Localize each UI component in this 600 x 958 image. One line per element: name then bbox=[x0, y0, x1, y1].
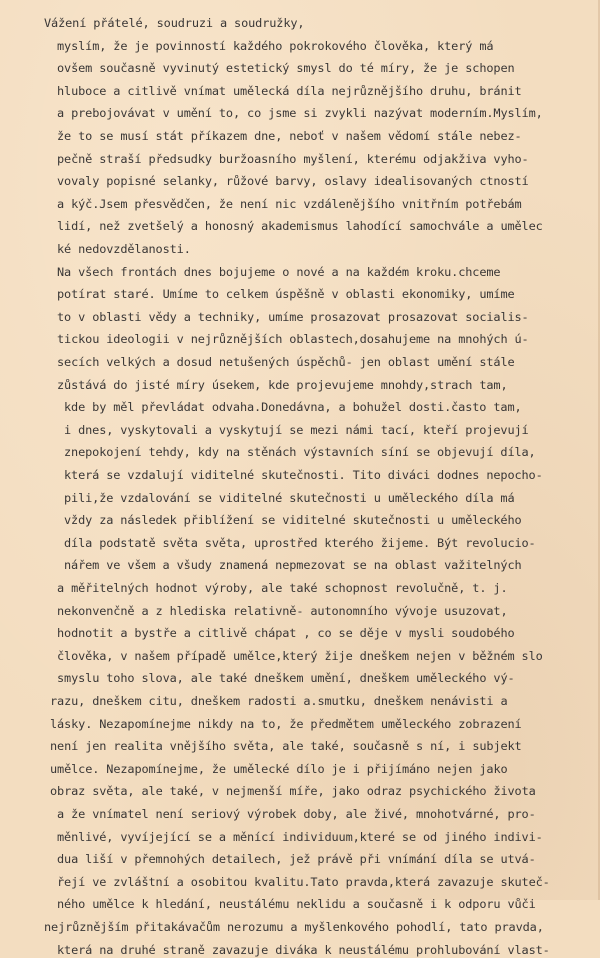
text-line: hluboce a citlivě vnímat umělecká díla nejrůznějšího druhu, bránit bbox=[57, 83, 522, 98]
text-line: myslím, že je povinností každého pokrokového člověka, který má bbox=[57, 38, 494, 53]
text-line: není jen realita vnějšího světa, ale také, současně s ní, i subjekt bbox=[50, 739, 522, 754]
text-line: ké nedovzdělanosti. bbox=[57, 242, 191, 256]
text-line: secích velkých a dosud netušených úspěchů- jen oblast umění stále bbox=[57, 355, 515, 369]
text-line: smyslu toho slova, ale také dneškem umění, dneškem uměleckého vý- bbox=[57, 671, 515, 686]
text-line: tickou ideologii v nejrůznějších oblastech,dosahujeme na mnohých ú- bbox=[57, 332, 529, 347]
text-line: pili,že vzdalování se viditelné skutečnosti u uměleckého díla má bbox=[64, 490, 515, 505]
text-line: která se vzdalují viditelné skutečnosti. Tito diváci dodnes nepocho- bbox=[64, 468, 543, 482]
text-line: řejí ve zvláštní a osobitou kvalitu.Tato pravda,která zavazuje skuteč- bbox=[57, 874, 550, 889]
text-line: ovšem současně vyvinutý estetický smysl do té míry, že je schopen bbox=[57, 61, 515, 76]
text-line: umělce. Nezapomínejme, že umělecké dílo je i přijímáno nejen jako bbox=[50, 761, 508, 776]
text-line: zůstává do jisté míry úsekem, kde projevujeme mnohdy,strach tam, bbox=[57, 377, 508, 392]
text-line: a prebojovávat v umění to, co jsme si zvykli nazývat moderním.Myslím, bbox=[57, 106, 543, 121]
text-line: hodnotit a bystře a citlivě chápat , co se děje v mysli soudobého bbox=[57, 626, 515, 641]
text-line: vovaly popisné selanky, růžové barvy, oslavy idealisovaných ctností bbox=[57, 174, 529, 189]
text-line: lidí, než zvetšelý a honosný akademismus lahodící samochvále a umělec bbox=[57, 219, 543, 234]
text-line: díla podstatě světa světa, uprostřed kterého žijeme. Být revolucio- bbox=[64, 535, 536, 550]
text-line: lásky. Nezapomínejme nikdy na to, že předmětem uměleckého zobrazení bbox=[50, 716, 522, 731]
text-line: pečně straší předsudky buržoasního myšlení, kterému odjakživa vyho- bbox=[57, 151, 529, 166]
text-line: která na druhé straně zavazuje diváka k neustálému prohlubování vlast- bbox=[57, 942, 550, 957]
text-line: měnlivé, vyvíjející se a měnící individuum,které se od jiného indivi- bbox=[57, 829, 543, 844]
text-line: Na všech frontách dnes bojujeme o nové a na každém kroku.chceme bbox=[57, 264, 501, 279]
text-line: nářem ve všem a všudy znamená nepmezovat se na oblast važitelných bbox=[64, 558, 522, 573]
text-line: a měřitelných hodnot výroby, ale také schopnost revolučně, t. j. bbox=[57, 581, 508, 595]
text-line: dua liší v přemnohých detailech, jež právě při vnímání díla se utvá- bbox=[57, 852, 536, 867]
text-line: a kýč.Jsem přesvědčen, že není nic vzdálenějšího vnitřním potřebám bbox=[57, 196, 522, 211]
text-line: nejrůznějším přitakávačům nerozumu a myšlenkového pohodlí, tato pravda, bbox=[44, 920, 544, 934]
text-line: člověka, v našem případě umělce,který žije dneškem nejen v běžném slo bbox=[57, 648, 543, 663]
text-line: kde by měl převládat odvaha.Donedávna, a bohužel dosti.často tam, bbox=[64, 400, 522, 415]
text-line: že to se musí stát příkazem dne, neboť v našem vědomí stále nebez- bbox=[57, 129, 522, 143]
text-line: vždy za následek přiblížení se viditelné skutečnosti u uměleckého bbox=[64, 513, 522, 528]
text-line: i dnes, vyskytovali a vyskytují se mezi námi tací, kteří projevují bbox=[64, 422, 529, 437]
text-line: Vážení přátelé, soudruzi a soudružky, bbox=[44, 16, 305, 30]
text-line: a že vnímatel není seriový výrobek doby, ale živé, mnohotvárné, pro- bbox=[57, 807, 536, 821]
text-line: nekonvenčně a z hlediska relativně- autonomního vývoje usuzovat, bbox=[57, 603, 508, 618]
text-line: to v oblasti vědy a techniky, umíme prosazovat prosazovat socialis- bbox=[57, 309, 529, 324]
text-line: znepokojení tehdy, kdy na stěnách výstavních síní se objevují díla, bbox=[64, 445, 536, 460]
text-line: potírat staré. Umíme to celkem úspěšně v oblasti ekonomiky, umíme bbox=[57, 287, 515, 302]
text-line: razu, dneškem citu, dneškem radosti a.smutku, dneškem nenávisti a bbox=[50, 694, 508, 708]
text-line: obraz světa, ale také, v nejmenší míře, jako odraz psychického života bbox=[50, 784, 536, 799]
text-line: ného umělce k hledání, neustálému neklidu a současně i k odporu vůči bbox=[57, 897, 536, 912]
